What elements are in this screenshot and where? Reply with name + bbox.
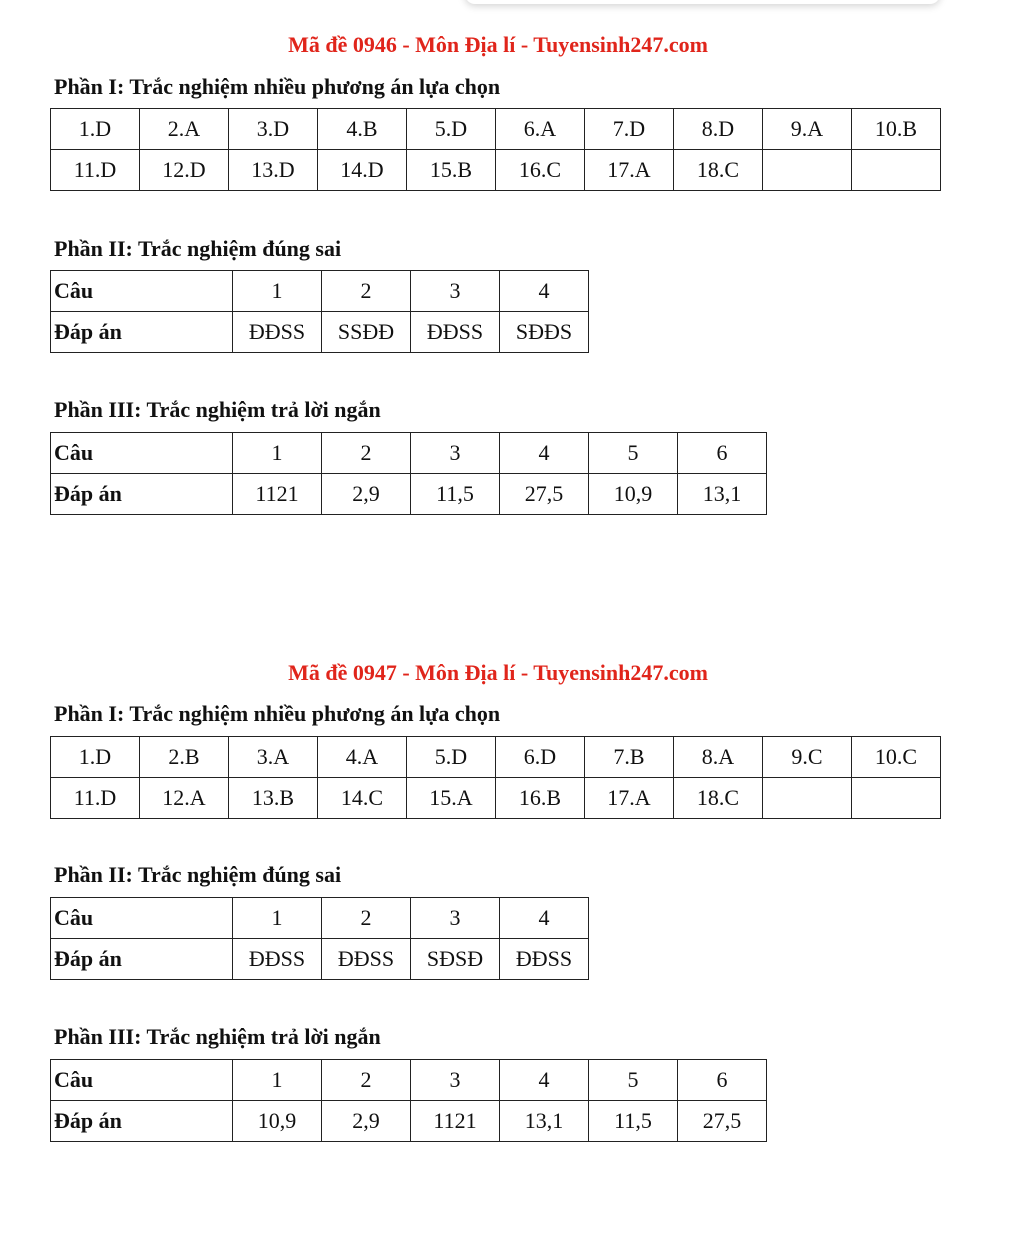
row-label: Đáp án <box>51 312 233 353</box>
part2-title: Phần II: Trắc nghiệm đúng sai <box>54 236 342 261</box>
table-row <box>51 433 767 474</box>
question-cell: 2 <box>322 898 411 939</box>
answer-cell: 3.A <box>229 737 318 778</box>
table-row <box>51 474 767 515</box>
answer-cell: ĐĐSS <box>233 312 322 353</box>
answer-cell: SSĐĐ <box>322 312 411 353</box>
part2-answer-table <box>50 897 589 980</box>
answer-cell: 5.D <box>407 737 496 778</box>
answer-cell: 6.A <box>496 109 585 150</box>
answer-cell: 16.B <box>496 778 585 819</box>
question-cell: 4 <box>500 433 589 474</box>
table-row <box>51 939 589 980</box>
answer-cell: 7.B <box>585 737 674 778</box>
answer-cell: 1.D <box>51 109 140 150</box>
answer-cell: 16.C <box>496 150 585 191</box>
question-cell: 1 <box>233 271 322 312</box>
answer-cell: 11,5 <box>589 1101 678 1142</box>
question-cell: 4 <box>500 898 589 939</box>
question-cell: 3 <box>411 271 500 312</box>
answer-cell: 12.D <box>140 150 229 191</box>
answer-cell: 1121 <box>411 1101 500 1142</box>
answer-cell: 17.A <box>585 778 674 819</box>
answer-cell: 18.C <box>674 778 763 819</box>
answer-cell: 13.D <box>229 150 318 191</box>
browser-popup-edge <box>465 0 940 4</box>
part2-answer-table <box>50 270 589 353</box>
answer-cell: 13,1 <box>678 474 767 515</box>
row-label: Đáp án <box>51 939 233 980</box>
answer-cell: 9.A <box>763 109 852 150</box>
exam-title: Mã đề 0947 - Môn Địa lí - Tuyensinh247.com <box>288 660 708 685</box>
question-cell: 2 <box>322 271 411 312</box>
answer-cell <box>763 150 852 191</box>
question-cell: 5 <box>589 1060 678 1101</box>
answer-cell: 14.D <box>318 150 407 191</box>
answer-cell: 1121 <box>233 474 322 515</box>
answer-cell: SĐĐS <box>500 312 589 353</box>
row-label: Câu <box>51 1060 233 1101</box>
answer-cell: ĐĐSS <box>500 939 589 980</box>
answer-cell <box>852 150 941 191</box>
answer-cell: 2.B <box>140 737 229 778</box>
row-label: Đáp án <box>51 1101 233 1142</box>
answer-cell: 6.D <box>496 737 585 778</box>
answer-cell: 15.B <box>407 150 496 191</box>
answer-cell: 10,9 <box>589 474 678 515</box>
answer-cell: 17.A <box>585 150 674 191</box>
table-row <box>51 109 941 150</box>
table-row <box>51 737 941 778</box>
answer-cell: 18.C <box>674 150 763 191</box>
part3-title: Phần III: Trắc nghiệm trả lời ngắn <box>54 397 381 422</box>
answer-cell: 2,9 <box>322 1101 411 1142</box>
exam-title: Mã đề 0946 - Môn Địa lí - Tuyensinh247.com <box>288 32 708 57</box>
answer-cell: SĐSĐ <box>411 939 500 980</box>
answer-cell: 11.D <box>51 150 140 191</box>
part1-title: Phần I: Trắc nghiệm nhiều phương án lựa chọn <box>54 701 501 726</box>
question-cell: 3 <box>411 433 500 474</box>
answer-cell: 4.A <box>318 737 407 778</box>
question-cell: 1 <box>233 433 322 474</box>
part3-answer-table <box>50 1059 767 1142</box>
answer-cell: 27,5 <box>678 1101 767 1142</box>
answer-cell: 12.A <box>140 778 229 819</box>
table-row <box>51 778 941 819</box>
row-label: Câu <box>51 433 233 474</box>
answer-cell: 3.D <box>229 109 318 150</box>
question-cell: 2 <box>322 433 411 474</box>
answer-cell: 10,9 <box>233 1101 322 1142</box>
row-label: Câu <box>51 898 233 939</box>
answer-cell <box>763 778 852 819</box>
table-row <box>51 150 941 191</box>
answer-cell: ĐĐSS <box>411 312 500 353</box>
answer-cell: 2,9 <box>322 474 411 515</box>
answer-cell: 11,5 <box>411 474 500 515</box>
answer-cell: 10.B <box>852 109 941 150</box>
question-cell: 1 <box>233 898 322 939</box>
row-label: Đáp án <box>51 474 233 515</box>
answer-cell: 9.C <box>763 737 852 778</box>
table-row <box>51 898 589 939</box>
row-label: Câu <box>51 271 233 312</box>
answer-cell: 2.A <box>140 109 229 150</box>
answer-cell: ĐĐSS <box>233 939 322 980</box>
answer-cell: 13.B <box>229 778 318 819</box>
table-row <box>51 1060 767 1101</box>
answer-cell: 27,5 <box>500 474 589 515</box>
question-cell: 3 <box>411 898 500 939</box>
answer-cell: ĐĐSS <box>322 939 411 980</box>
question-cell: 4 <box>500 271 589 312</box>
question-cell: 6 <box>678 1060 767 1101</box>
answer-cell: 1.D <box>51 737 140 778</box>
table-row <box>51 312 589 353</box>
answer-cell: 5.D <box>407 109 496 150</box>
part1-answer-table <box>50 736 941 819</box>
answer-cell: 13,1 <box>500 1101 589 1142</box>
answer-cell: 8.D <box>674 109 763 150</box>
question-cell: 2 <box>322 1060 411 1101</box>
question-cell: 4 <box>500 1060 589 1101</box>
answer-cell <box>852 778 941 819</box>
part3-answer-table <box>50 432 767 515</box>
part1-answer-table <box>50 108 941 191</box>
answer-cell: 11.D <box>51 778 140 819</box>
answer-cell: 7.D <box>585 109 674 150</box>
answer-cell: 15.A <box>407 778 496 819</box>
part2-title: Phần II: Trắc nghiệm đúng sai <box>54 862 342 887</box>
question-cell: 3 <box>411 1060 500 1101</box>
answer-cell: 14.C <box>318 778 407 819</box>
part1-title: Phần I: Trắc nghiệm nhiều phương án lựa chọn <box>54 74 501 99</box>
table-row <box>51 1101 767 1142</box>
part3-title: Phần III: Trắc nghiệm trả lời ngắn <box>54 1024 381 1049</box>
table-row <box>51 271 589 312</box>
question-cell: 5 <box>589 433 678 474</box>
question-cell: 1 <box>233 1060 322 1101</box>
question-cell: 6 <box>678 433 767 474</box>
answer-cell: 10.C <box>852 737 941 778</box>
answer-cell: 8.A <box>674 737 763 778</box>
answer-cell: 4.B <box>318 109 407 150</box>
